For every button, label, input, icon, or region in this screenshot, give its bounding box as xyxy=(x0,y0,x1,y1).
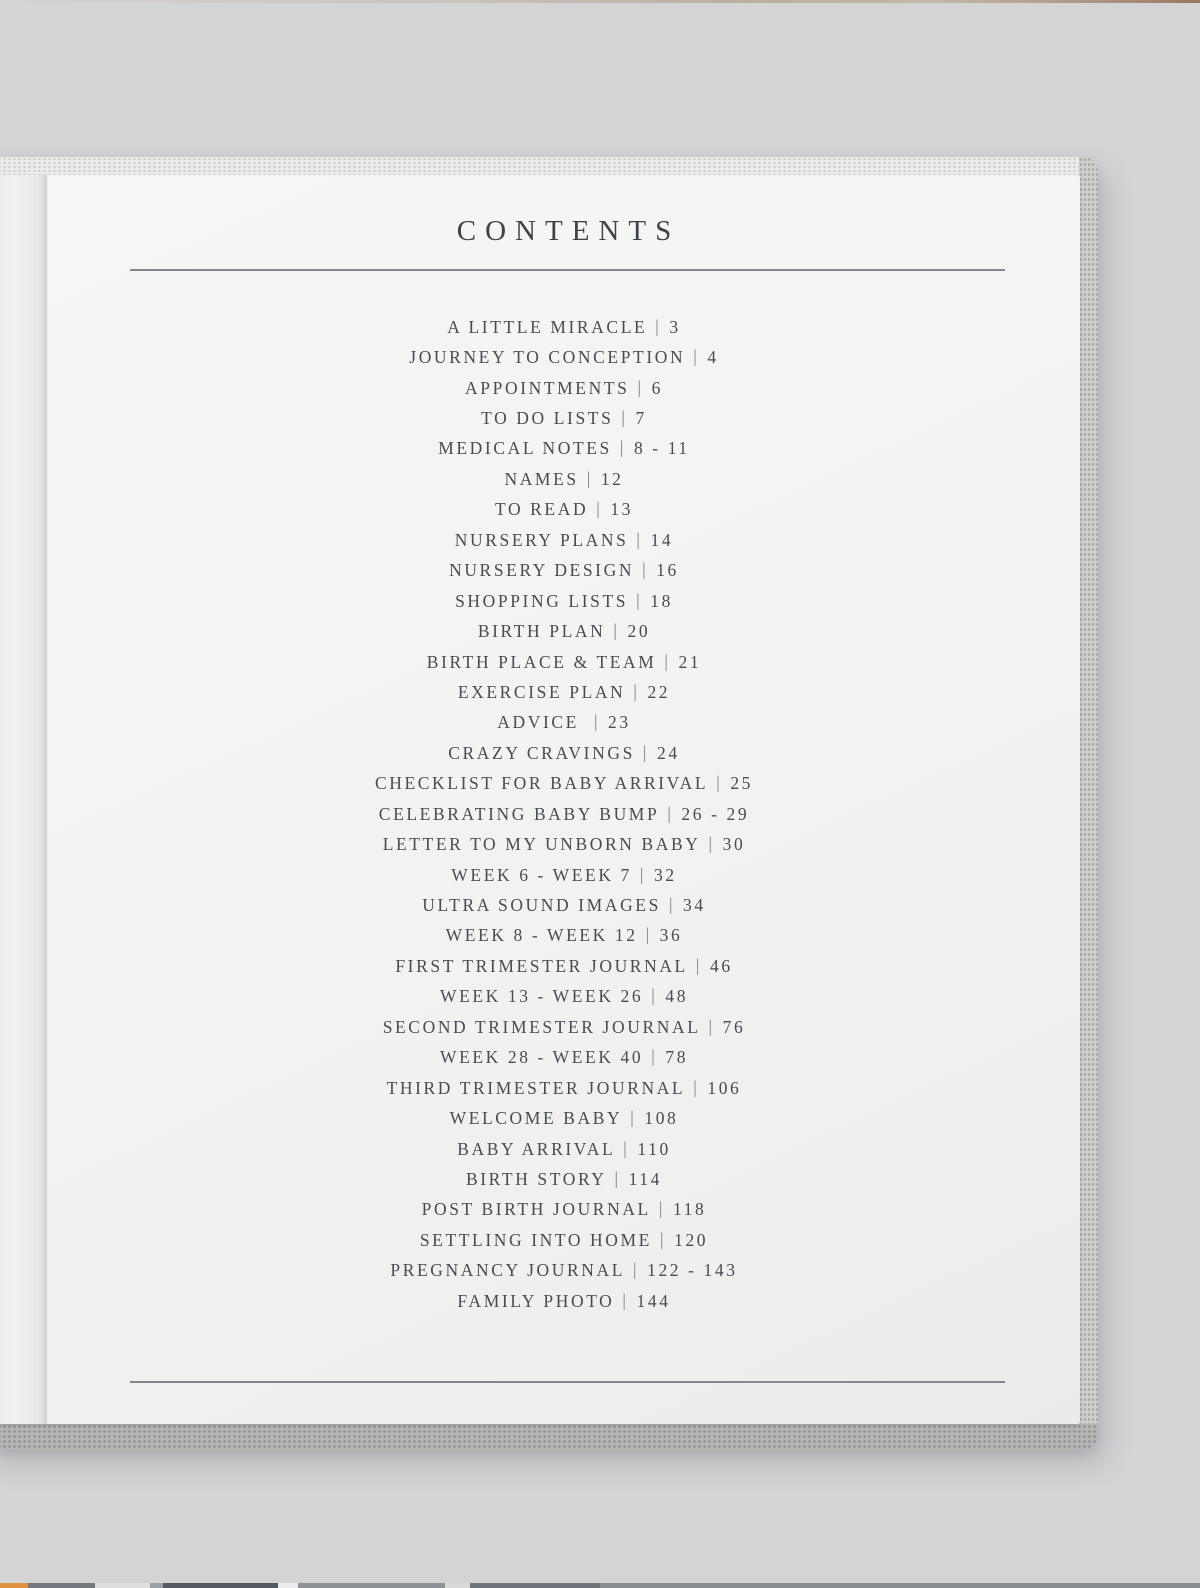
entry-page-number: 76 xyxy=(722,1016,746,1037)
entry-separator: | xyxy=(655,315,662,336)
entry-page-number: 48 xyxy=(665,986,689,1007)
entry-separator: | xyxy=(651,1046,658,1067)
contents-entry xyxy=(48,829,1080,859)
entry-title: TO DO LISTS xyxy=(481,408,614,429)
contents-entry xyxy=(48,799,1080,829)
entry-separator: | xyxy=(664,650,671,671)
entry-title: THIRD TRIMESTER JOURNAL xyxy=(386,1077,686,1098)
entry-separator: | xyxy=(636,528,643,549)
entry-title: ULTRA SOUND IMAGES xyxy=(422,895,661,916)
entry-title: FAMILY PHOTO xyxy=(457,1290,615,1311)
entry-title: EXERCISE PLAN xyxy=(457,681,626,702)
page-spine-curl xyxy=(0,175,48,1424)
entry-page-number: 114 xyxy=(628,1168,663,1189)
entry-separator: | xyxy=(614,1167,621,1188)
entry-page-number: 106 xyxy=(707,1077,742,1098)
entry-page-number: 7 xyxy=(635,408,647,429)
entry-page-number: 78 xyxy=(665,1047,689,1068)
entry-page-number: 34 xyxy=(683,895,706,916)
entry-separator: | xyxy=(630,1107,637,1128)
entry-separator: | xyxy=(708,1015,715,1036)
entry-page-number: 12 xyxy=(600,468,624,489)
entry-title: NAMES xyxy=(504,468,579,489)
book-cover xyxy=(0,157,1098,1450)
book-cover-bottom-edge xyxy=(0,1424,1098,1450)
page-content xyxy=(48,175,1080,1424)
contents-entry xyxy=(48,1012,1080,1042)
entry-page-number: 4 xyxy=(707,347,719,368)
entry-separator: | xyxy=(693,1076,700,1097)
entry-title: JOURNEY TO CONCEPTION xyxy=(409,347,686,368)
entry-page-number: 26 - 29 xyxy=(681,803,750,824)
entry-title: BIRTH PLACE & TEAM xyxy=(426,651,657,672)
entry-page-number: 13 xyxy=(610,499,634,520)
entry-title: APPOINTMENTS xyxy=(465,377,630,398)
entry-page-number: 3 xyxy=(669,316,681,337)
top-divider xyxy=(130,269,1005,271)
contents-entry xyxy=(48,738,1080,768)
contents-entry xyxy=(48,708,1080,738)
entry-separator: | xyxy=(668,894,676,915)
entry-title: NURSERY PLANS xyxy=(454,529,629,550)
entry-separator: | xyxy=(613,620,620,641)
entry-separator: | xyxy=(636,589,643,610)
entry-page-number: 46 xyxy=(709,955,733,976)
contents-entry xyxy=(48,525,1080,555)
entry-separator: | xyxy=(621,407,628,428)
entry-separator: | xyxy=(623,1137,630,1158)
entry-separator: | xyxy=(633,1259,640,1280)
contents-list xyxy=(48,312,1080,1316)
entry-page-number: 14 xyxy=(650,529,674,550)
entry-title: BIRTH PLAN xyxy=(477,621,606,642)
entry-separator: | xyxy=(637,376,644,397)
contents-entry xyxy=(48,586,1080,616)
contents-entry xyxy=(48,982,1080,1012)
contents-entry xyxy=(48,769,1080,799)
entry-page-number: 120 xyxy=(674,1229,709,1250)
contents-entry xyxy=(48,1134,1080,1164)
entry-title: WEEK 8 - WEEK 12 xyxy=(445,925,638,946)
contents-entry xyxy=(48,921,1080,951)
contents-entry xyxy=(48,342,1080,372)
photo-edge-artifact-top xyxy=(0,0,1200,3)
entry-separator: | xyxy=(693,346,700,367)
entry-title: CHECKLIST FOR BABY ARRIVAL xyxy=(374,773,709,794)
entry-title: CRAZY CRAVINGS xyxy=(448,742,635,763)
contents-entry xyxy=(48,312,1080,342)
contents-entry xyxy=(48,1286,1080,1316)
entry-page-number: 23 xyxy=(608,712,631,733)
entry-page-number: 16 xyxy=(656,560,679,581)
entry-separator: | xyxy=(642,741,650,762)
entry-separator: | xyxy=(633,680,640,701)
entry-separator: | xyxy=(586,467,593,488)
entry-separator: | xyxy=(645,924,652,945)
entry-title: WEEK 28 - WEEK 40 xyxy=(439,1047,644,1068)
entry-separator: | xyxy=(596,498,603,519)
entry-separator: | xyxy=(658,1198,665,1219)
entry-page-number: 36 xyxy=(659,925,683,946)
entry-title: SETTLING INTO HOME xyxy=(419,1229,652,1250)
entry-page-number: 6 xyxy=(651,377,663,398)
entry-separator: | xyxy=(619,437,626,458)
entry-separator: | xyxy=(639,863,646,884)
contents-entry xyxy=(48,1043,1080,1073)
entry-page-number: 122 - 143 xyxy=(647,1260,738,1281)
entry-title: LETTER TO MY UNBORN BABY xyxy=(382,834,701,855)
entry-title: WEEK 6 - WEEK 7 xyxy=(451,864,632,885)
entry-title: WEEK 13 - WEEK 26 xyxy=(439,986,644,1007)
entry-page-number: 25 xyxy=(730,773,754,794)
entry-title: FIRST TRIMESTER JOURNAL xyxy=(395,955,688,976)
entry-title: TO READ xyxy=(494,499,589,520)
entry-title: CELEBRATING BABY BUMP xyxy=(378,803,660,824)
entry-title: PREGNANCY JOURNAL xyxy=(390,1260,625,1281)
entry-separator: | xyxy=(708,833,715,854)
entry-page-number: 118 xyxy=(672,1199,707,1220)
contents-entry xyxy=(48,1195,1080,1225)
contents-entry xyxy=(48,495,1080,525)
entry-title: WELCOME BABY xyxy=(449,1108,623,1129)
entry-title: NURSERY DESIGN xyxy=(449,560,635,581)
entry-page-number: 8 - 11 xyxy=(633,438,690,459)
entry-title: MEDICAL NOTES xyxy=(438,438,612,459)
contents-entry xyxy=(48,464,1080,494)
entry-separator: | xyxy=(667,802,674,823)
entry-page-number: 21 xyxy=(678,651,702,672)
contents-entry xyxy=(48,677,1080,707)
entry-title: ADVICE xyxy=(497,712,586,733)
contents-entry xyxy=(48,1256,1080,1286)
contents-entry xyxy=(48,890,1080,920)
entry-separator: | xyxy=(659,1228,667,1249)
entry-page-number: 110 xyxy=(637,1138,671,1159)
entry-page-number: 108 xyxy=(644,1108,679,1129)
contents-entry xyxy=(48,616,1080,646)
page-title: CONTENTS xyxy=(456,215,681,247)
contents-entry xyxy=(48,373,1080,403)
entry-page-number: 18 xyxy=(650,590,673,611)
entry-page-number: 20 xyxy=(627,621,651,642)
entry-page-number: 144 xyxy=(636,1290,671,1311)
entry-title: A LITTLE MIRACLE xyxy=(447,316,648,337)
contents-entry xyxy=(48,1164,1080,1194)
contents-entry xyxy=(48,860,1080,890)
contents-entry xyxy=(48,1103,1080,1133)
entry-page-number: 22 xyxy=(647,681,671,702)
contents-page xyxy=(0,175,1080,1424)
photo-edge-artifact-bottom xyxy=(0,1583,1200,1588)
bottom-divider xyxy=(130,1381,1005,1383)
contents-entry xyxy=(48,1225,1080,1255)
entry-separator: | xyxy=(651,985,658,1006)
entry-page-number: 24 xyxy=(657,742,680,763)
entry-title: SECOND TRIMESTER JOURNAL xyxy=(382,1016,701,1037)
contents-entry xyxy=(48,434,1080,464)
entry-title: BIRTH STORY xyxy=(465,1168,607,1189)
entry-page-number: 30 xyxy=(722,834,746,855)
contents-entry xyxy=(48,647,1080,677)
entry-separator: | xyxy=(622,1289,629,1310)
entry-title: BABY ARRIVAL xyxy=(457,1138,616,1159)
entry-separator: | xyxy=(642,559,649,580)
entry-separator: | xyxy=(716,772,723,793)
book-cover-right-edge xyxy=(1079,157,1098,1450)
entry-separator: | xyxy=(593,711,601,732)
contents-entry xyxy=(48,403,1080,433)
entry-title: POST BIRTH JOURNAL xyxy=(421,1199,651,1220)
contents-entry xyxy=(48,556,1080,586)
entry-separator: | xyxy=(695,954,702,975)
entry-page-number: 32 xyxy=(654,864,677,885)
contents-entry xyxy=(48,1073,1080,1103)
entry-title: SHOPPING LISTS xyxy=(455,590,629,611)
contents-entry xyxy=(48,951,1080,981)
